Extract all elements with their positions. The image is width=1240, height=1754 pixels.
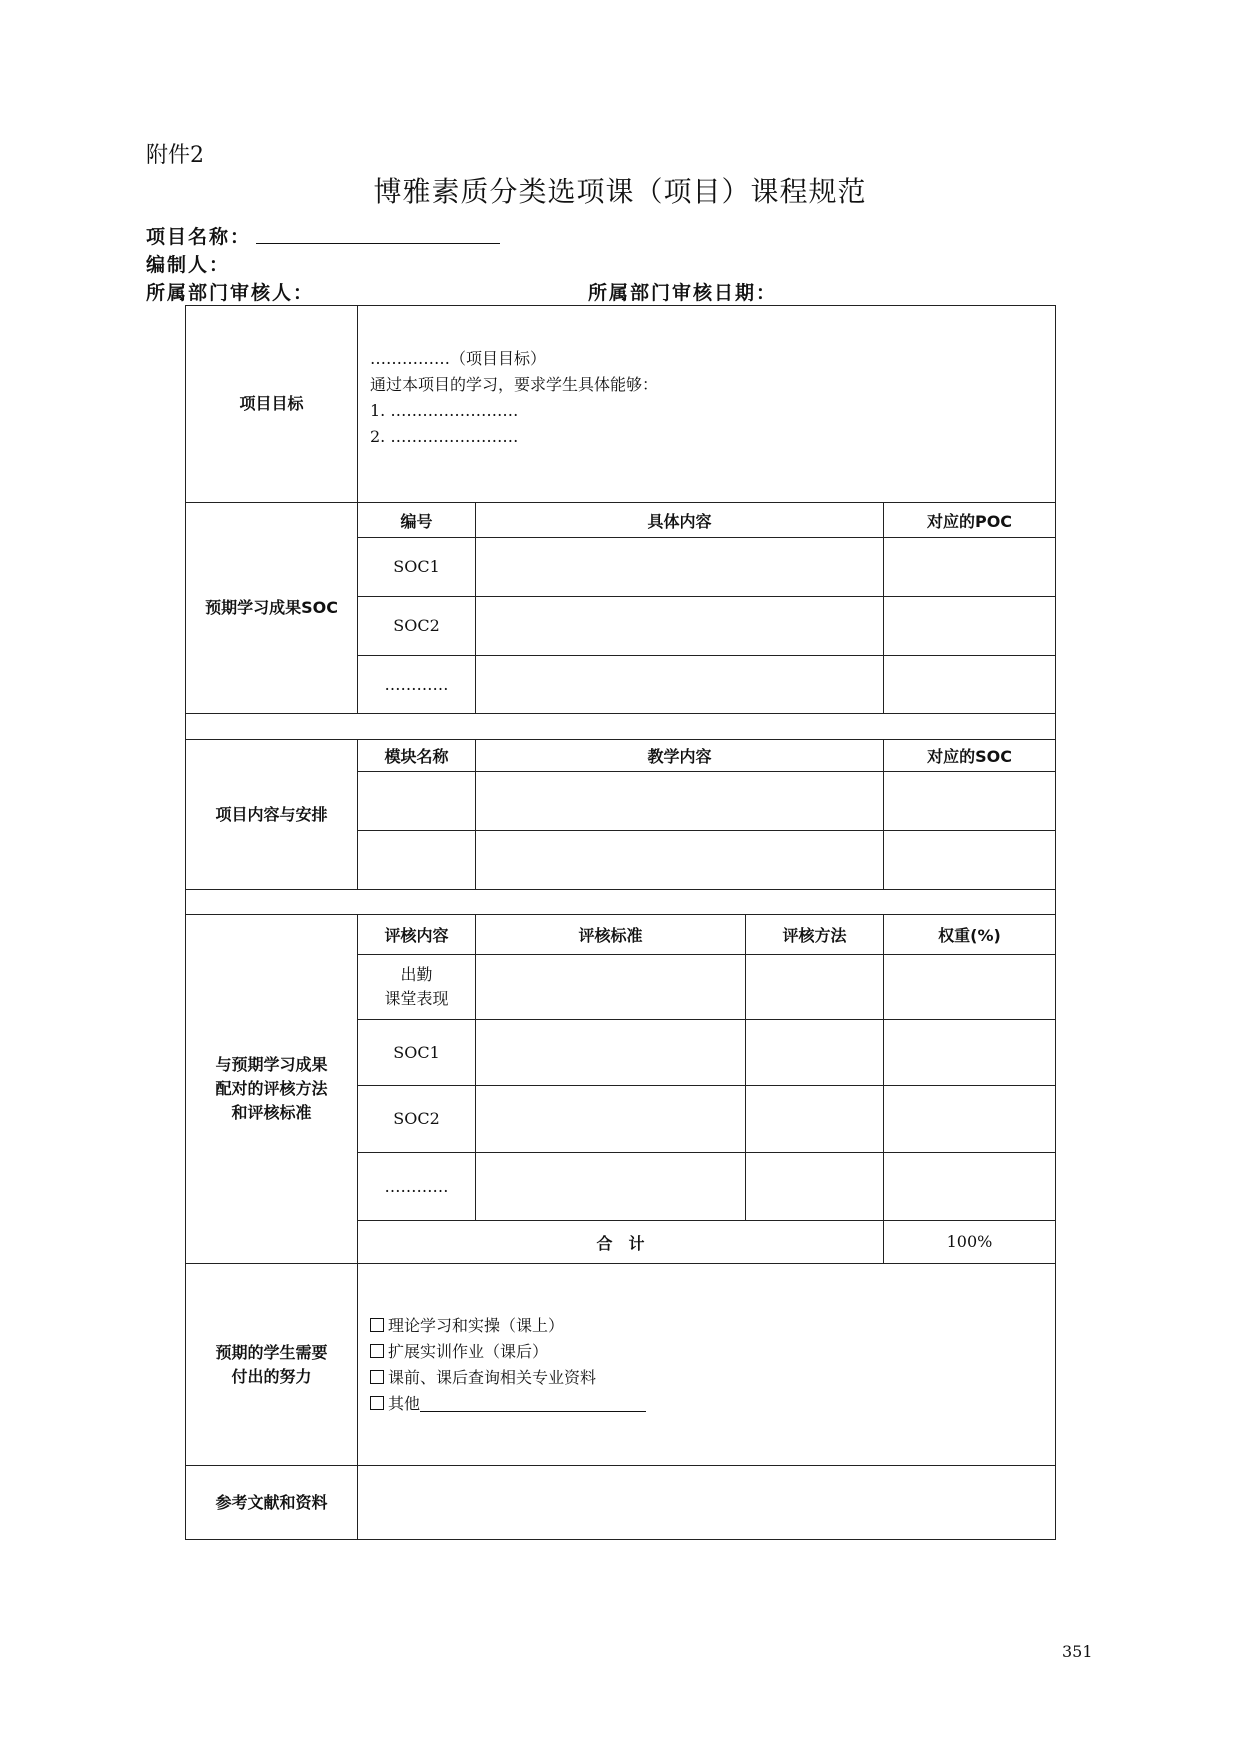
goal-content[interactable] [358,306,1056,503]
spacer-row [186,714,1056,740]
assessment-method-cell[interactable] [746,1086,884,1153]
spacer-cell [186,890,1056,915]
references-cell[interactable] [358,1466,1056,1540]
effort-options [358,1264,1056,1466]
effort-option-label: 理论学习和实操（课上） [388,1315,565,1335]
assessment-header-method: 评核方法 [746,915,884,955]
assessment-header-standard: 评核标准 [476,915,746,955]
assessment-standard-cell[interactable] [476,1153,746,1221]
assessment-weight-cell[interactable] [884,1020,1056,1086]
content-soc-cell[interactable] [884,772,1056,831]
effort-option[interactable] [370,1339,1055,1365]
soc-id: SOC2 [358,597,476,656]
goal-label: 项目目标 [186,306,358,503]
assessment-method-cell[interactable] [746,1153,884,1221]
soc-poc-cell[interactable] [884,656,1056,714]
effort-label [186,1264,358,1466]
module-name-cell[interactable] [358,772,476,831]
assessment-item: ………… [358,1153,476,1221]
assessment-method-cell[interactable] [746,1020,884,1086]
soc-label: 预期学习成果SOC [186,503,358,714]
content-label: 项目内容与安排 [186,740,358,890]
module-name-cell[interactable] [358,831,476,890]
teaching-content-cell[interactable] [476,772,884,831]
content-soc-cell[interactable] [884,831,1056,890]
assessment-item: SOC2 [358,1086,476,1153]
assessment-header-content: 评核内容 [358,915,476,955]
attachment-label: 附件2 [146,143,204,168]
assessment-header-weight: 权重(%) [884,915,1056,955]
assessment-weight-cell[interactable] [884,1153,1056,1221]
soc-content-cell[interactable] [476,597,884,656]
spacer-cell [186,714,1056,740]
assessment-standard-cell[interactable] [476,955,746,1020]
goal-line: 1. …………………… [370,401,519,420]
project-name-label: 项目名称： [146,226,252,248]
effort-label-line: 付出的努力 [231,1366,312,1386]
reviewer-label: 所属部门审核人： [146,282,315,304]
references-label: 参考文献和资料 [186,1466,358,1540]
goal-line: 2. …………………… [370,427,519,446]
effort-option-label: 课前、课后查询相关专业资料 [388,1367,597,1387]
content-header-soc: 对应的SOC [884,740,1056,772]
review-date-label: 所属部门审核日期： [588,282,778,304]
goal-row [186,306,1056,503]
effort-option[interactable] [370,1313,1055,1339]
goal-line: 通过本项目的学习，要求学生具体能够： [370,375,659,394]
content-header-row [186,740,1056,772]
teaching-content-cell[interactable] [476,831,884,890]
soc-header-row [186,503,1056,538]
checkbox-icon[interactable] [370,1396,384,1410]
effort-option[interactable] [370,1365,1055,1391]
content-header-module: 模块名称 [358,740,476,772]
soc-content-cell[interactable] [476,538,884,597]
assessment-weight-cell[interactable] [884,1086,1056,1153]
project-name-field[interactable] [256,243,500,244]
assessment-item-line: 出勤 [400,965,433,984]
other-input-line[interactable] [420,1411,646,1412]
soc-header-id: 编号 [358,503,476,538]
assessment-item: SOC1 [358,1020,476,1086]
assessment-weight-cell[interactable] [884,955,1056,1020]
assessment-item [358,955,476,1020]
effort-label-line: 预期的学生需要 [215,1342,328,1362]
checkbox-icon[interactable] [370,1318,384,1332]
course-spec-table [185,305,1056,1540]
editor-label: 编制人： [146,254,231,276]
effort-option-label: 扩展实训作业（课后） [388,1341,549,1361]
effort-row [186,1264,1056,1466]
page-number: 351 [1062,1642,1093,1661]
effort-option-label: 其他 [388,1393,421,1413]
assessment-method-cell[interactable] [746,955,884,1020]
soc-header-poc: 对应的POC [884,503,1056,538]
soc-poc-cell[interactable] [884,538,1056,597]
assessment-header-row [186,915,1056,955]
page-title: 博雅素质分类选项课（项目）课程规范 [373,175,867,208]
assessment-standard-cell[interactable] [476,1086,746,1153]
assessment-label-line: 与预期学习成果 [215,1055,328,1074]
soc-id: SOC1 [358,538,476,597]
assessment-label [186,915,358,1264]
soc-poc-cell[interactable] [884,597,1056,656]
assessment-label-line: 配对的评核方法 [215,1079,328,1098]
soc-header-content: 具体内容 [476,503,884,538]
references-row [186,1466,1056,1540]
total-value: 100% [884,1221,1056,1264]
soc-content-cell[interactable] [476,656,884,714]
goal-line: ……………（项目目标） [370,349,547,368]
spacer-row [186,890,1056,915]
content-header-teaching: 教学内容 [476,740,884,772]
assessment-standard-cell[interactable] [476,1020,746,1086]
checkbox-icon[interactable] [370,1344,384,1358]
effort-option[interactable] [370,1391,1055,1417]
assessment-label-line: 和评核标准 [231,1103,312,1122]
total-label: 合 计 [358,1221,884,1264]
soc-id: ………… [358,656,476,714]
assessment-item-line: 课堂表现 [384,989,449,1008]
checkbox-icon[interactable] [370,1370,384,1384]
